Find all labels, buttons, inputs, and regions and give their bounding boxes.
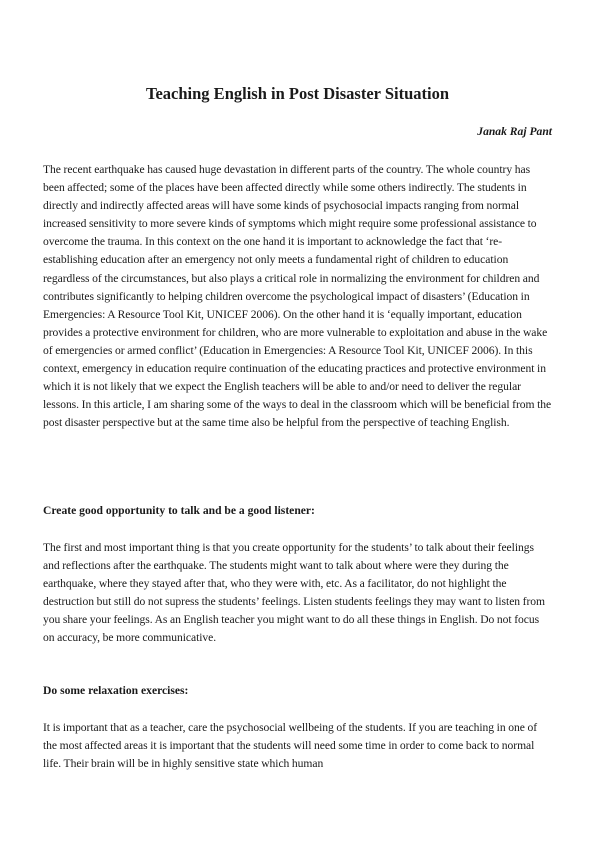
section-heading-talk-and-listen: Create good opportunity to talk and be a good listener: (43, 504, 315, 517)
talk-and-listen-paragraph: The first and most important thing is that you create opportunity for the students’ to talk about their feelings and reflections after the earthquake. The students might want to talk about where were they during the earthquake, where they stayed after that, who they were with, etc. As a facilitator, do not highlight the destruction but still do not supress the students’ feelings. Listen students feelings they may want to listen from you share your feelings. As an English teacher you might want to do all these things in English. Do not focus on accuracy, be more communicative. (43, 541, 546, 645)
section-heading-relaxation: Do some relaxation exercises: (43, 684, 189, 697)
author-name: Janak Raj Pant (477, 125, 552, 138)
relaxation-paragraph: It is important that as a teacher, care the psychosocial wellbeing of the students. If you are teaching in one of the most affected areas it is important that the students will need some time in order to come back to normal life. Their brain will be in highly sensitive state which human (43, 721, 538, 771)
document-title: Teaching English in Post Disaster Situation (145, 84, 450, 103)
intro-paragraph: The recent earthquake has caused huge devastation in different parts of the country. The whole country has been affected; some of the places have been affected directly while some others indirectly. The students in directly and indirectly affected areas will have some kinds of psychosocial impacts ranging from normal increased sensitivity to more severe kinds of symptoms which might require some professional assistance to overcome the trauma. In this context on the one hand it is important to acknowledge the fact that ‘re-establishing education after an emergency not only meets a fundamental right of children to education regardless of the circumstances, but also plays a critical role in normalizing the environment for children and contributes significantly to helping children overcome the psychological impact of disasters’ (Education in Emergencies: A Resource Tool Kit, UNICEF 2006). On the other hand it is ‘equally important, education provides a protective environment for children, who are more vulnerable to exploitation and abuse in the wake of emergencies or armed conflict’ (Education in Emergencies: A Resource Tool Kit, UNICEF 2006). In this context, emergency in education require continuation of the educating practices and protective environment in which it is not likely that we expect the English teachers will be able to and/or need to deliver the regular lessons. In this article, I am sharing some of the ways to deal in the classroom which will be beneficial from the post disaster perspective but at the same time also be helpful from the perspective of teaching English. (43, 163, 552, 430)
